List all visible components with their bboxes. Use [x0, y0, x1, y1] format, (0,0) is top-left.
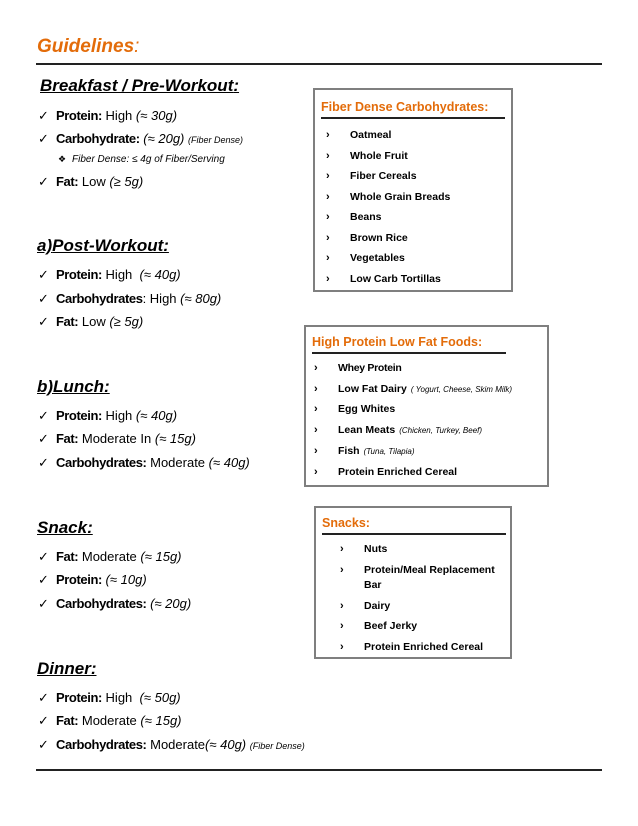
list-item: › Low Fat Dairy ( Yogurt, Cheese, Skim Milk) [314, 383, 513, 395]
list-item: › Oatmeal [326, 129, 392, 141]
chevron-right-icon: › [326, 211, 330, 223]
check-icon: ✓ [38, 408, 49, 423]
chevron-right-icon: › [326, 232, 330, 244]
list-item: › Lean Meats (Chicken, Turkey, Beef) [314, 424, 483, 436]
post-workout-fat: ✓ Fat: Low (≥ 5g) [38, 314, 144, 329]
check-icon: ✓ [38, 549, 49, 564]
check-icon: ✓ [38, 291, 49, 306]
lunch-heading: b)Lunch: [37, 377, 110, 396]
chevron-right-icon: › [326, 170, 330, 182]
check-icon: ✓ [38, 314, 49, 329]
snack-protein: ✓ Protein: (≈ 10g) [38, 572, 147, 587]
chevron-right-icon: › [314, 445, 318, 457]
diamond-bullet-icon: ❖ [58, 154, 67, 164]
chevron-right-icon: › [326, 191, 330, 203]
breakfast-carbohydrate: ✓ Carbohydrate: (≈ 20g) (Fiber Dense) [38, 131, 244, 146]
chevron-right-icon: › [340, 543, 344, 555]
check-icon: ✓ [38, 713, 49, 728]
check-icon: ✓ [38, 131, 49, 146]
snack-heading: Snack: [37, 518, 93, 537]
chevron-right-icon: › [340, 564, 344, 576]
post-workout-protein: ✓ Protein: High (≈ 40g) [38, 267, 181, 282]
lunch-carbohydrates: ✓ Carbohydrates: Moderate (≈ 40g) [38, 455, 250, 470]
list-item: › Fish (Tuna, Tilapia) [314, 445, 415, 457]
list-item: › Protein Enriched Cereal [340, 641, 484, 653]
check-icon: ✓ [38, 431, 49, 446]
check-icon: ✓ [38, 455, 49, 470]
check-icon: ✓ [38, 737, 49, 752]
list-item: › Fiber Cereals [326, 170, 417, 182]
breakfast-fat: ✓ Fat: Low (≥ 5g) [38, 174, 144, 189]
list-item: › Whole Fruit [326, 150, 408, 162]
list-item: › Dairy [340, 600, 391, 612]
chevron-right-icon: › [340, 600, 344, 612]
dinner-heading: Dinner: [37, 659, 97, 678]
top-rule [36, 63, 602, 65]
list-item: › Nuts [340, 543, 388, 555]
page-title: Guidelines: [37, 36, 140, 57]
dinner-fat: ✓ Fat: Moderate (≈ 15g) [38, 713, 182, 728]
fiber-carbs-box [313, 88, 513, 292]
high-protein-title: High Protein Low Fat Foods: [312, 335, 506, 354]
list-item: › Beans [326, 211, 382, 223]
chevron-right-icon: › [314, 383, 318, 395]
list-item: › Whole Grain Breads [326, 191, 451, 203]
breakfast-protein: ✓ Protein: High (≈ 30g) [38, 108, 178, 123]
breakfast-heading: Breakfast / Pre-Workout: [40, 76, 240, 95]
snack-carbohydrates: ✓ Carbohydrates: (≈ 20g) [38, 596, 192, 611]
fiber-carbs-title: Fiber Dense Carbohydrates: [321, 100, 505, 119]
chevron-right-icon: › [314, 424, 318, 436]
dinner-protein: ✓ Protein: High (≈ 50g) [38, 690, 181, 705]
list-item: › Brown Rice [326, 232, 408, 244]
chevron-right-icon: › [326, 129, 330, 141]
chevron-right-icon: › [314, 403, 318, 415]
snacks-box [314, 506, 512, 659]
dinner-carbohydrates: ✓ Carbohydrates: Moderate (≈ 40g) (Fiber Dense) [38, 737, 305, 752]
check-icon: ✓ [38, 690, 49, 705]
chevron-right-icon: › [326, 273, 330, 285]
post-workout-carbohydrates: ✓ Carbohydrates : High (≈ 80g) [38, 291, 222, 306]
chevron-right-icon: › [314, 362, 318, 374]
chevron-right-icon: › [340, 620, 344, 632]
lunch-protein: ✓ Protein: High (≈ 40g) [38, 408, 178, 423]
list-item: › Beef Jerky [340, 620, 418, 632]
list-item-continuation: Bar [364, 579, 382, 591]
list-item: › Protein/Meal Replacement [340, 564, 495, 576]
list-item: › Egg Whites [314, 403, 396, 415]
snacks-title: Snacks: [322, 516, 506, 535]
list-item: › Whey Protein [314, 362, 402, 374]
check-icon: ✓ [38, 108, 49, 123]
list-item: › Low Carb Tortillas [326, 273, 441, 285]
chevron-right-icon: › [326, 150, 330, 162]
chevron-right-icon: › [340, 641, 344, 653]
snack-fat: ✓ Fat: Moderate (≈ 15g) [38, 549, 182, 564]
check-icon: ✓ [38, 596, 49, 611]
bottom-rule [36, 769, 602, 771]
breakfast-fiber-note: ❖ Fiber Dense: ≤ 4g of Fiber/Serving [58, 154, 225, 165]
lunch-fat: ✓ Fat: Moderate In (≈ 15g) [38, 431, 196, 446]
check-icon: ✓ [38, 267, 49, 282]
check-icon: ✓ [38, 174, 49, 189]
check-icon: ✓ [38, 572, 49, 587]
high-protein-box [304, 325, 549, 487]
chevron-right-icon: › [326, 252, 330, 264]
list-item: › Vegetables [326, 252, 405, 264]
list-item: › Protein Enriched Cereal [314, 466, 458, 478]
post-workout-heading: a)Post-Workout: [37, 236, 169, 255]
chevron-right-icon: › [314, 466, 318, 478]
